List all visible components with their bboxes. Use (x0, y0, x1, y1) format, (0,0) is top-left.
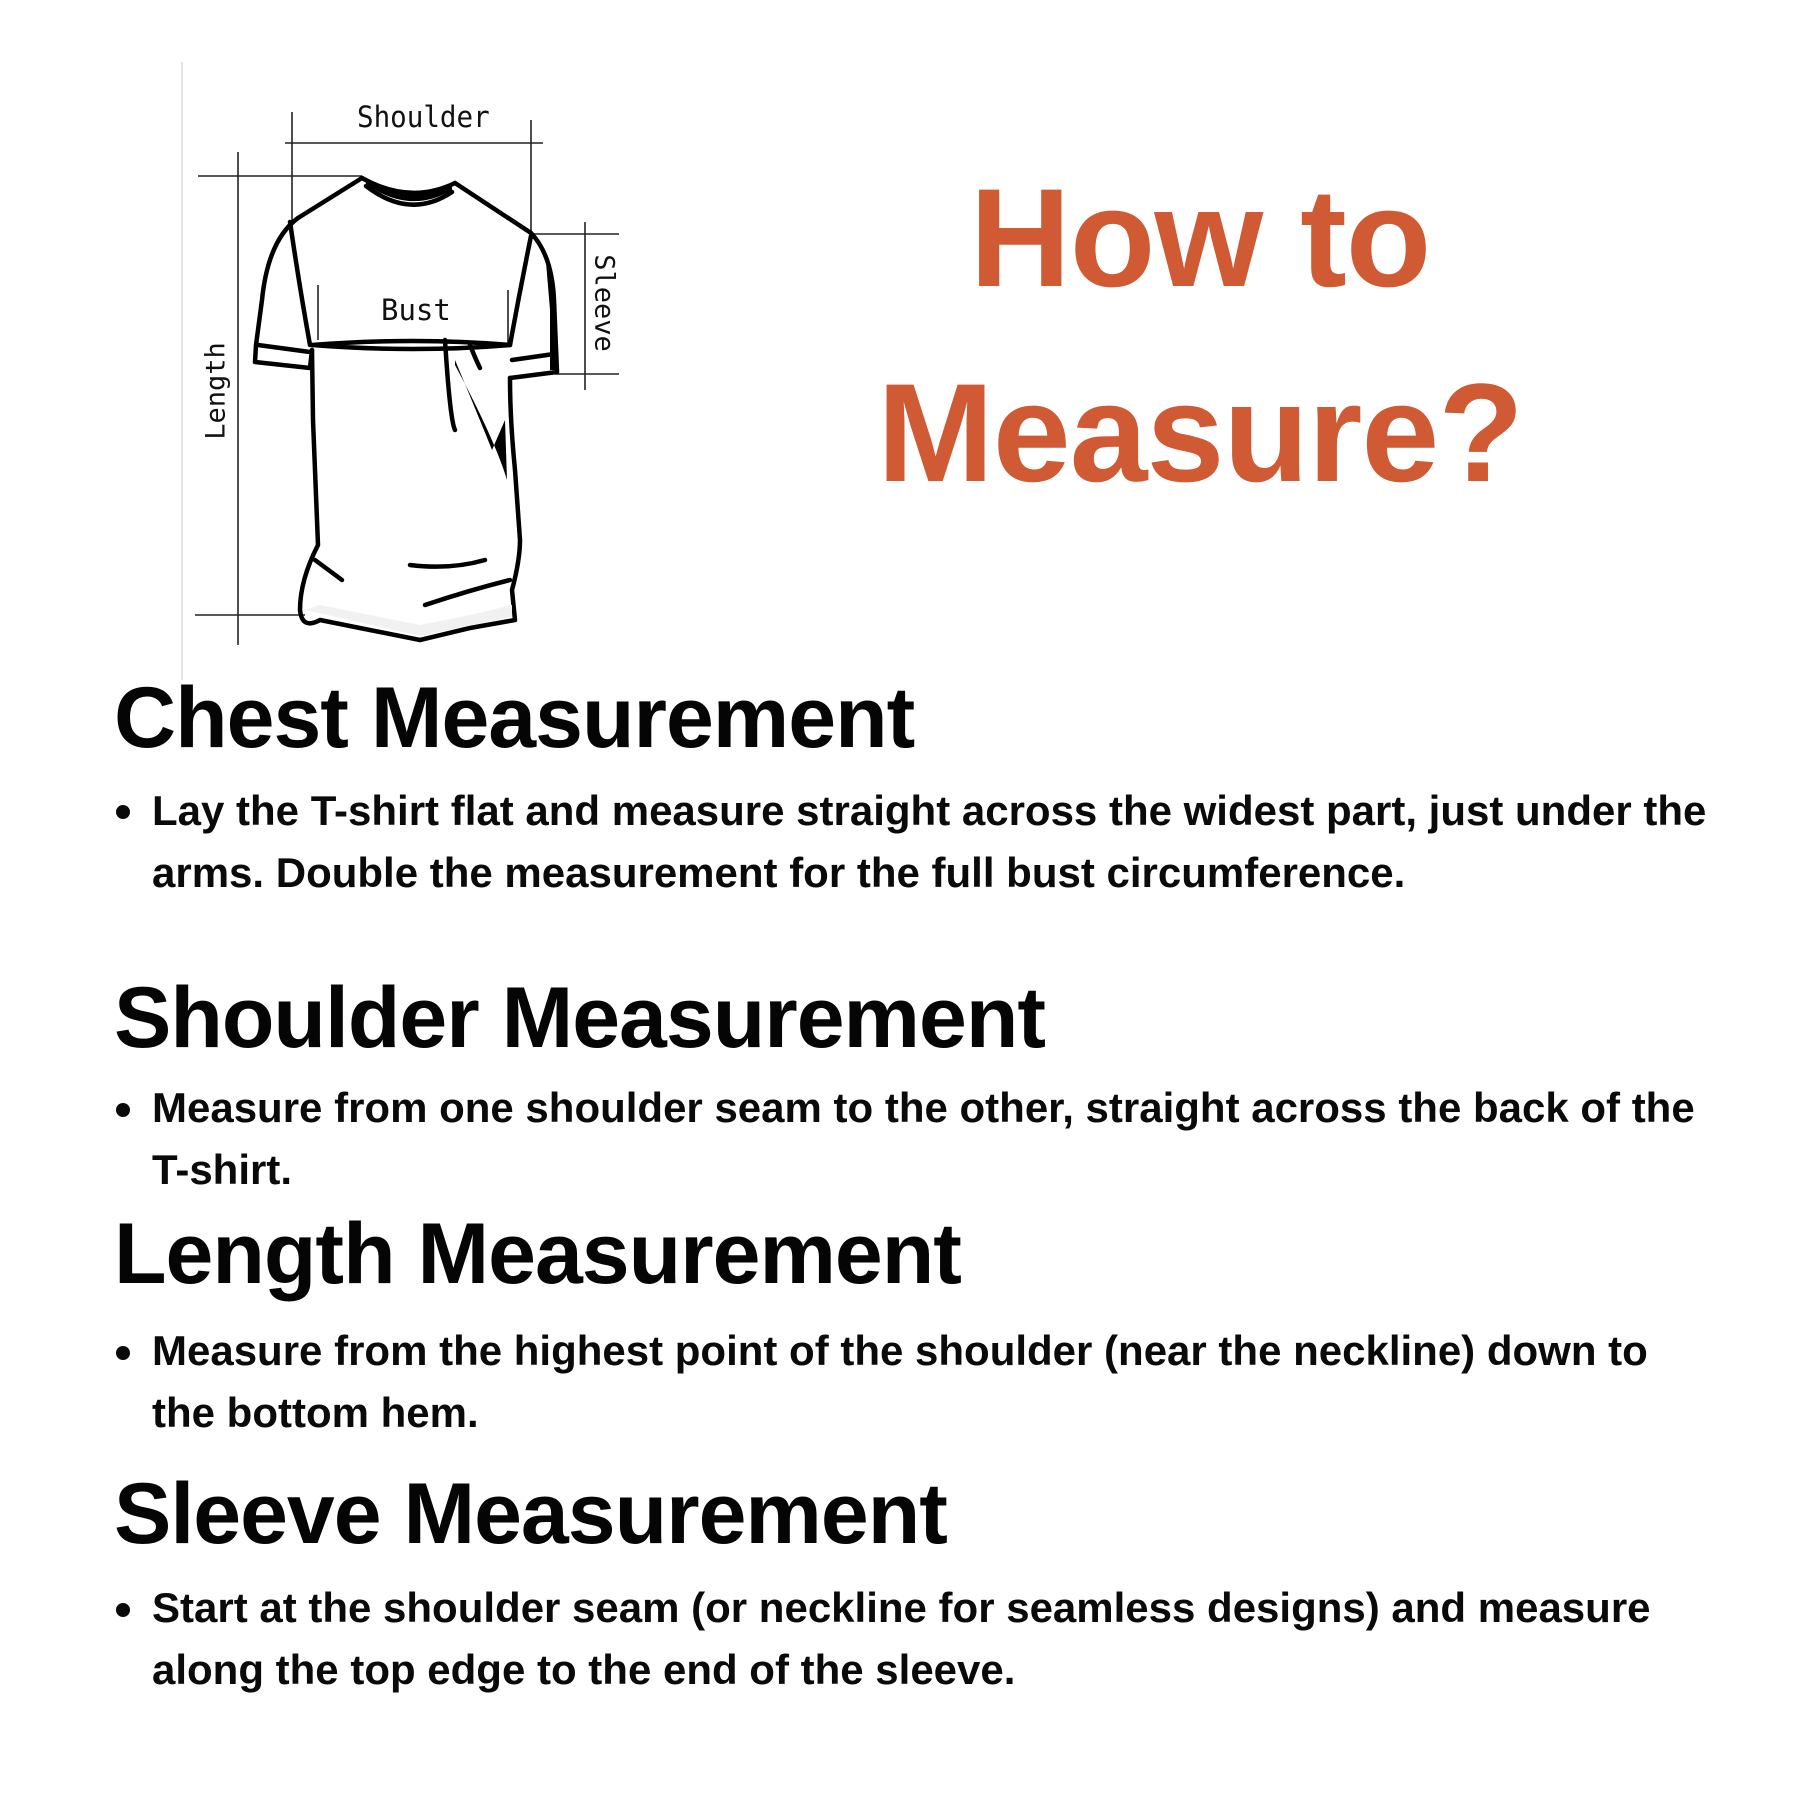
sleeve-label: Sleeve (588, 254, 620, 352)
shoulder-instruction: Measure from one shoulder seam to the other, straight across the back of the T-shirt. (152, 1084, 1695, 1193)
bullet-icon (116, 1103, 130, 1117)
length-label: Length (200, 342, 232, 440)
sleeve-instruction: Start at the shoulder seam (or neckline for seamless designs) and measure along the top edge to the end of the sleeve. (152, 1584, 1651, 1693)
bullet-icon (116, 805, 130, 819)
page-title (820, 140, 1580, 530)
sleeve-heading: Sleeve Measurement (114, 1466, 947, 1562)
chest-heading: Chest Measurement (114, 670, 915, 766)
bullet-icon (116, 1603, 130, 1617)
tshirt-diagram (0, 0, 720, 690)
bullet-icon (116, 1346, 130, 1360)
shoulder-heading: Shoulder Measurement (114, 970, 1045, 1066)
bust-label: Bust (381, 293, 451, 327)
length-instruction: Measure from the highest point of the shoulder (near the neckline) down to the bottom hem. (152, 1327, 1648, 1436)
shoulder-label: Shoulder (357, 100, 490, 134)
title-line-1: How to (969, 159, 1431, 316)
chest-instruction: Lay the T-shirt flat and measure straight across the widest part, just under the arms. Double the measurement for the full bust circumference. (152, 787, 1707, 896)
title-line-2: Measure? (877, 354, 1523, 511)
length-heading: Length Measurement (114, 1206, 961, 1302)
